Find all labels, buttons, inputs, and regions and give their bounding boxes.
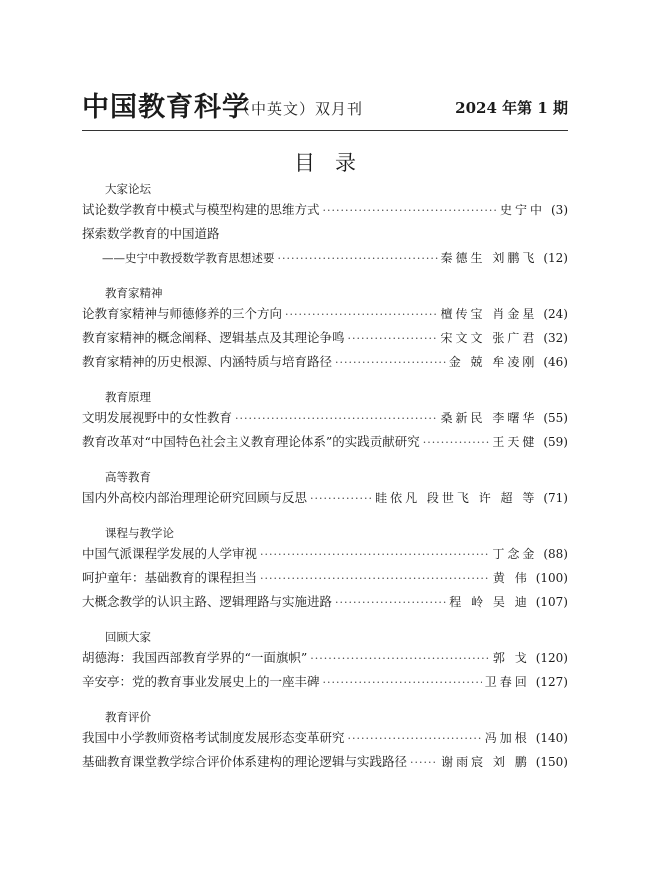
entry-page-number: (150) [535,755,568,769]
entry-author: 王天健 [492,435,538,449]
entry-title: 教育改革对“中国特色社会主义教育理论体系”的实践贡献研究 [82,434,420,449]
entry-author: 丁念金 [492,547,538,561]
section-heading: 教育家精神 [105,286,163,300]
entry-author: 檀传宝 肖金星 [440,307,538,321]
toc-entry[interactable] [82,646,568,670]
dot-leader [423,431,490,455]
header-rule [82,130,568,131]
entry-page-number: (12) [543,251,568,265]
toc-section [82,388,568,454]
dot-leader [310,487,372,511]
dot-leader [410,751,438,775]
entry-title: 我国中小学教师资格考试制度发展形态变革研究 [82,730,345,745]
dot-leader [310,647,490,671]
dot-leader [348,727,482,751]
entry-author: 谢雨宸 刘 鹏 [441,755,530,769]
toc-section [82,468,568,510]
entry-author: 郭 戈 [492,651,530,665]
dot-leader [260,567,490,591]
toc-section [82,708,568,774]
toc-entry[interactable] [82,566,568,590]
entry-page-number: (46) [543,355,568,369]
entry-title: 国内外高校内部治理理论研究回顾与反思 [82,490,308,505]
toc-entry[interactable] [82,302,568,326]
section-heading: 回顾大家 [105,630,151,644]
entry-author: 黄 伟 [492,571,530,585]
dot-leader [285,303,438,327]
dot-leader [323,671,482,695]
entry-title: 大概念教学的认识主路、逻辑理路与实施进路 [82,594,333,609]
journal-subtitle: （中英文）双月刊 [235,100,364,118]
entry-author: 金 兢 牟凌刚 [448,355,538,369]
dot-leader [335,351,446,375]
dot-leader [260,543,489,567]
entry-page-number: (107) [535,595,568,609]
entry-title: 胡德海：我国西部教育学界的“一面旗帜” [82,650,308,665]
toc-section [82,524,568,614]
toc-entry[interactable] [82,222,568,246]
entry-author: 秦德生 刘鹏飞 [440,251,538,265]
section-heading: 教育原理 [105,390,151,404]
toc-entry[interactable] [82,486,568,510]
entry-page-number: (55) [543,411,568,425]
entry-page-number: (3) [551,203,568,217]
entry-page-number: (71) [543,491,568,505]
toc-section [82,628,568,694]
dot-leader [235,407,438,431]
toc-entry[interactable] [82,350,568,374]
dot-leader [323,199,497,223]
toc-entry[interactable] [82,590,568,614]
toc-section [82,180,568,270]
entry-title: 呵护童年：基础教育的课程担当 [82,570,258,585]
entry-author: 宋文文 张广君 [440,331,538,345]
entry-page-number: (100) [535,571,568,585]
entry-page-number: (32) [543,331,568,345]
entry-title: ——史宁中教授数学教育思想述要 [102,251,275,265]
entry-author: 史宁中 [499,203,545,217]
toc-entry[interactable] [82,726,568,750]
toc-entry[interactable] [82,430,568,454]
entry-title: 中国气派课程学发展的人学审视 [82,546,258,561]
toc-entry[interactable] [82,542,568,566]
table-of-contents [82,180,568,774]
entry-author: 桑新民 李曙华 [440,411,538,425]
section-heading: 教育评价 [105,710,151,724]
section-heading: 大家论坛 [105,182,151,196]
entry-title: 辛安亭：党的教育事业发展史上的一座丰碑 [82,674,320,689]
dot-leader [278,247,438,271]
dot-leader [335,591,446,615]
entry-page-number: (120) [535,651,568,665]
journal-name: 中国教育科学 [82,92,250,123]
entry-title: 文明发展视野中的女性教育 [82,410,233,425]
section-heading: 高等教育 [105,470,151,484]
entry-author: 程 岭 吴 迪 [449,595,530,609]
entry-author: 卫春回 [484,675,530,689]
toc-title: 目录 [294,151,376,175]
entry-page-number: (24) [543,307,568,321]
toc-entry[interactable] [82,406,568,430]
toc-entry[interactable] [82,750,568,774]
issue-number: 2024 年第 1 期 [455,99,568,117]
toc-entry[interactable] [82,198,568,222]
dot-leader [348,327,438,351]
entry-title: 探索数学教育的中国道路 [82,226,220,241]
masthead [82,88,568,128]
entry-title: 试论数学教育中模式与模型构建的思维方式 [82,202,320,217]
entry-title: 基础教育课堂教学综合评价体系建构的理论逻辑与实践路径 [82,754,408,769]
entry-page-number: (88) [543,547,568,561]
toc-section [82,284,568,374]
toc-entry-subtitle[interactable] [82,246,568,270]
entry-page-number: (140) [535,731,568,745]
entry-author: 冯加根 [484,731,530,745]
toc-entry[interactable] [82,326,568,350]
entry-title: 论教育家精神与师德修养的三个方向 [82,306,283,321]
entry-page-number: (59) [543,435,568,449]
entry-author: 眭依凡 段世飞 许 超 等 [375,491,538,505]
entry-page-number: (127) [535,675,568,689]
entry-title: 教育家精神的历史根源、内涵特质与培育路径 [82,354,333,369]
toc-entry[interactable] [82,670,568,694]
section-heading: 课程与教学论 [105,526,174,540]
entry-title: 教育家精神的概念阐释、逻辑基点及其理论争鸣 [82,330,345,345]
